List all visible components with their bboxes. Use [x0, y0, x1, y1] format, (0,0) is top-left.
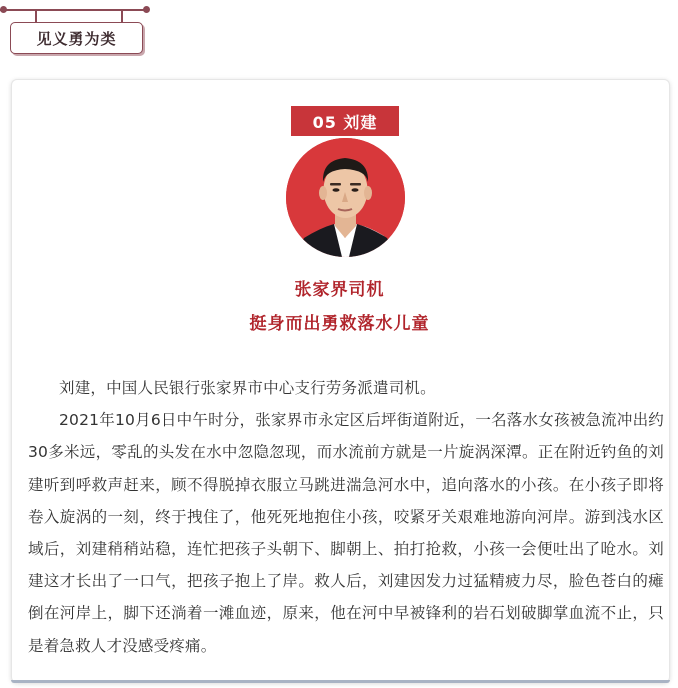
avatar [286, 138, 405, 257]
header-dot-left [0, 6, 7, 13]
portrait-photo [286, 138, 405, 257]
header-dot-right [143, 6, 150, 13]
category-label-box [10, 22, 143, 54]
header-hanger-left [35, 10, 37, 22]
article-paragraph-story: 2021年10月6日中午时分，张家界市永定区后坪街道附近，一名落水女孩被急流冲出约30多米远，零乱的头发在水中忽隐忽现，而水流前方就是一片旋涡深潭。正在附近钓鱼的刘建听到呼救声赶来，顾不得脱掉衣服立马跳进湍急河水中，追向落水的小孩。在小孩子即将卷入旋涡的一刻，终于拽住了，他死死地抱住小孩，咬紧牙关艰难地游向河岸。游到浅水区域后，刘建稍稍站稳，连忙把孩子头朝下、脚朝上、拍打抢救，小孩一会便吐出了呛水。刘建这才长出了一口气，把孩子抱上了岸。救人后，刘建因发力过猛精疲力尽，脸色苍白的瘫倒在河岸上，脚下还淌着一滩血迹，原来，他在河中早被锋利的岩石划破脚掌血流不止，只是着急救人才没感受疼痛。 [28, 411, 664, 655]
card-bottom-border [11, 680, 670, 683]
category-header [0, 0, 160, 64]
header-divider-line [0, 9, 146, 11]
category-label: 见义勇为类 [36, 29, 117, 48]
article-paragraph-intro: 刘建，中国人民银行张家界市中心支行劳务派遣司机。 [59, 379, 436, 397]
headline-subtitle: 挺身而出勇救落水儿童 [249, 314, 430, 334]
profile-number-tag: 05 刘建 [291, 106, 399, 136]
headline-title: 张家界司机 [294, 280, 385, 300]
article-body [28, 372, 664, 662]
header-hanger-right [121, 10, 123, 22]
